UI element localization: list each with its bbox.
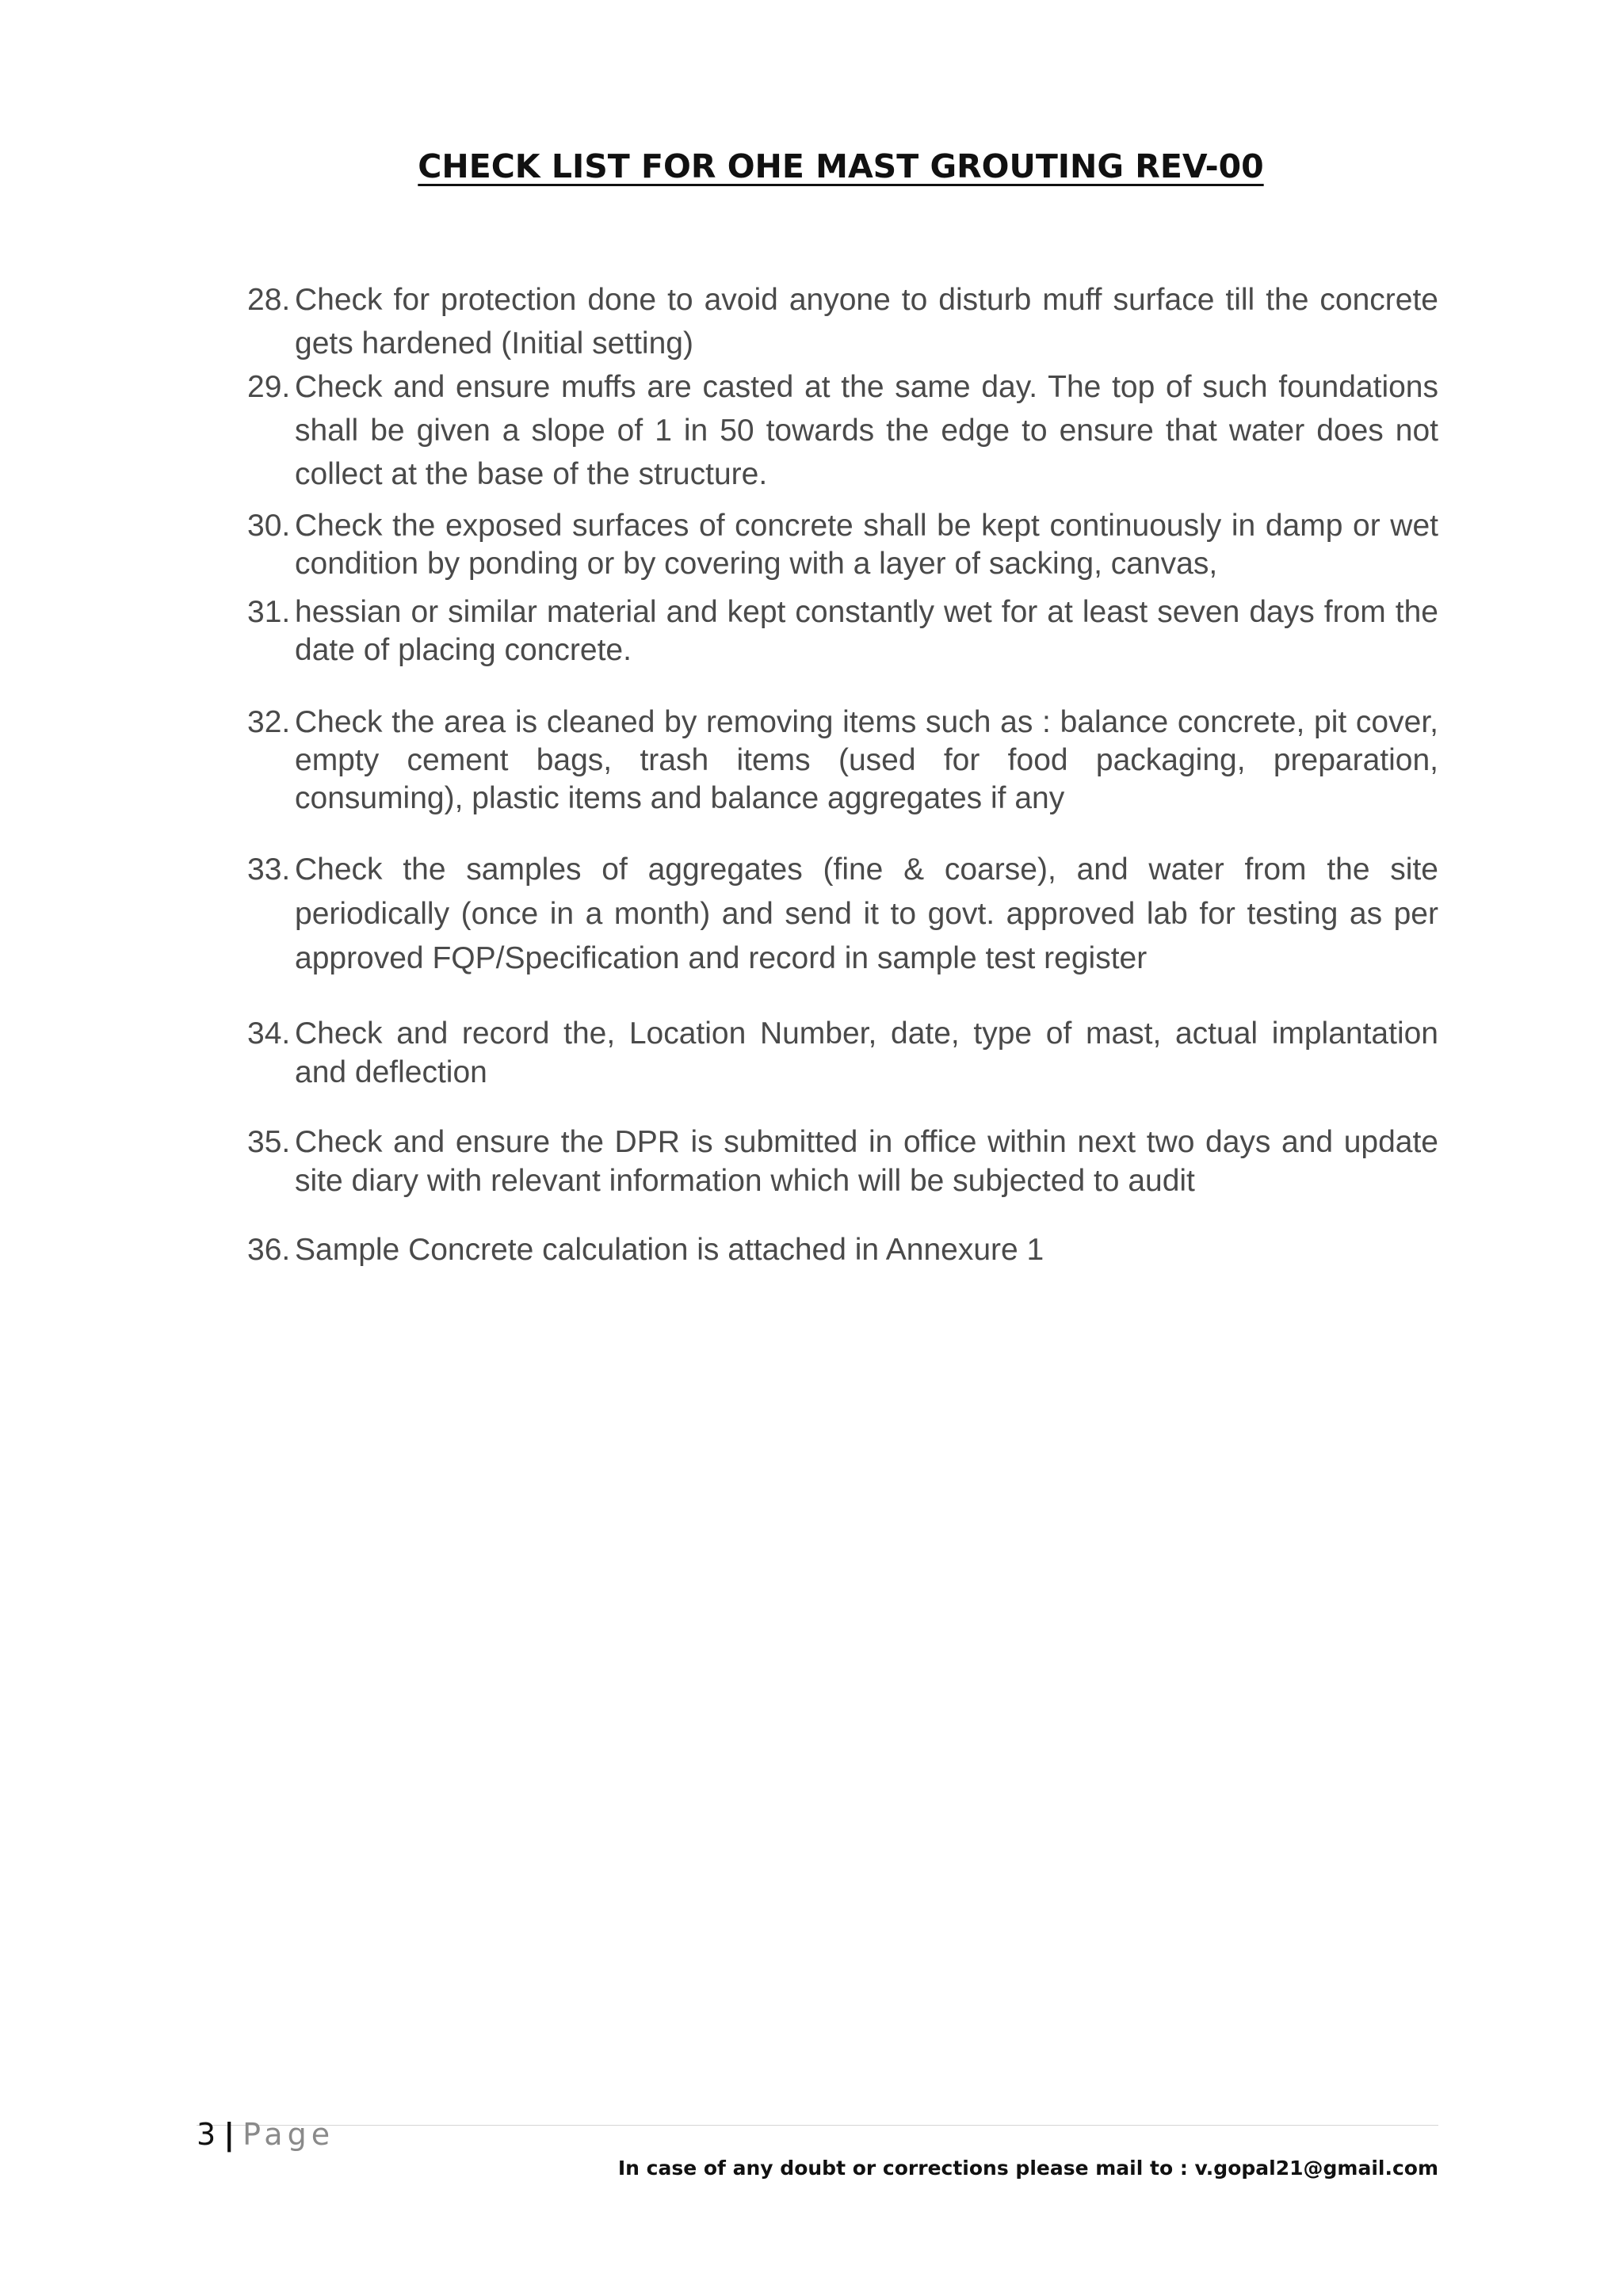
item-text: Check the area is cleaned by removing items such as : balance concrete, pit cover, empty cement bags, trash items (used for food packaging, preparation, consuming), plastic items and balance aggregates if any [295, 705, 1438, 815]
item-text: Check the exposed surfaces of concrete shall be kept continuously in damp or wet condition by ponding or by covering with a layer of sacking, canvas, [295, 509, 1438, 581]
page-number [197, 2117, 334, 2152]
item-number: 35. [247, 1125, 291, 1159]
item-text: Check for protection done to avoid anyone to disturb muff surface till the concrete gets hardened (Initial setting) [295, 283, 1438, 360]
page-label: Page [242, 2117, 335, 2152]
item-text: Check and ensure muffs are casted at the same day. The top of such foundations shall be given a slope of 1 in 50 towards the edge to ensure that water does not collect at the base of the structure. [295, 370, 1438, 491]
item-text: Check and record the, Location Number, date, type of mast, actual implantation and deflection [295, 1016, 1438, 1089]
item-text: hessian or similar material and kept constantly wet for at least seven days from the date of placing concrete. [295, 595, 1438, 667]
item-number: 36. [247, 1233, 291, 1267]
item-text: Check and ensure the DPR is submitted in office within next two days and update site diary with relevant information which will be subjected to audit [295, 1125, 1438, 1198]
item-number: 34. [247, 1016, 291, 1051]
item-number: 30. [247, 509, 291, 543]
item-text: Sample Concrete calculation is attached in Annexure 1 [295, 1233, 1044, 1267]
item-number: 32. [247, 705, 291, 739]
footer-divider [197, 2125, 1438, 2126]
page-number-value: 3 [197, 2117, 216, 2152]
item-number: 29. [247, 370, 291, 404]
footer-contact-note: In case of any doubt or corrections please mail to : v.gopal21@gmail.com [617, 2157, 1438, 2180]
page-number-separator: | [223, 2117, 235, 2152]
item-text: Check the samples of aggregates (fine & coarse), and water from the site periodically (once in a month) and send it to govt. approved lab for testing as per approved FQP/Specification and record in sample test register [295, 852, 1438, 975]
item-number: 28. [247, 283, 291, 317]
page-title: CHECK LIST FOR OHE MAST GROUTING REV-00 [418, 147, 1264, 185]
item-number: 33. [247, 852, 291, 887]
item-number: 31. [247, 595, 291, 629]
